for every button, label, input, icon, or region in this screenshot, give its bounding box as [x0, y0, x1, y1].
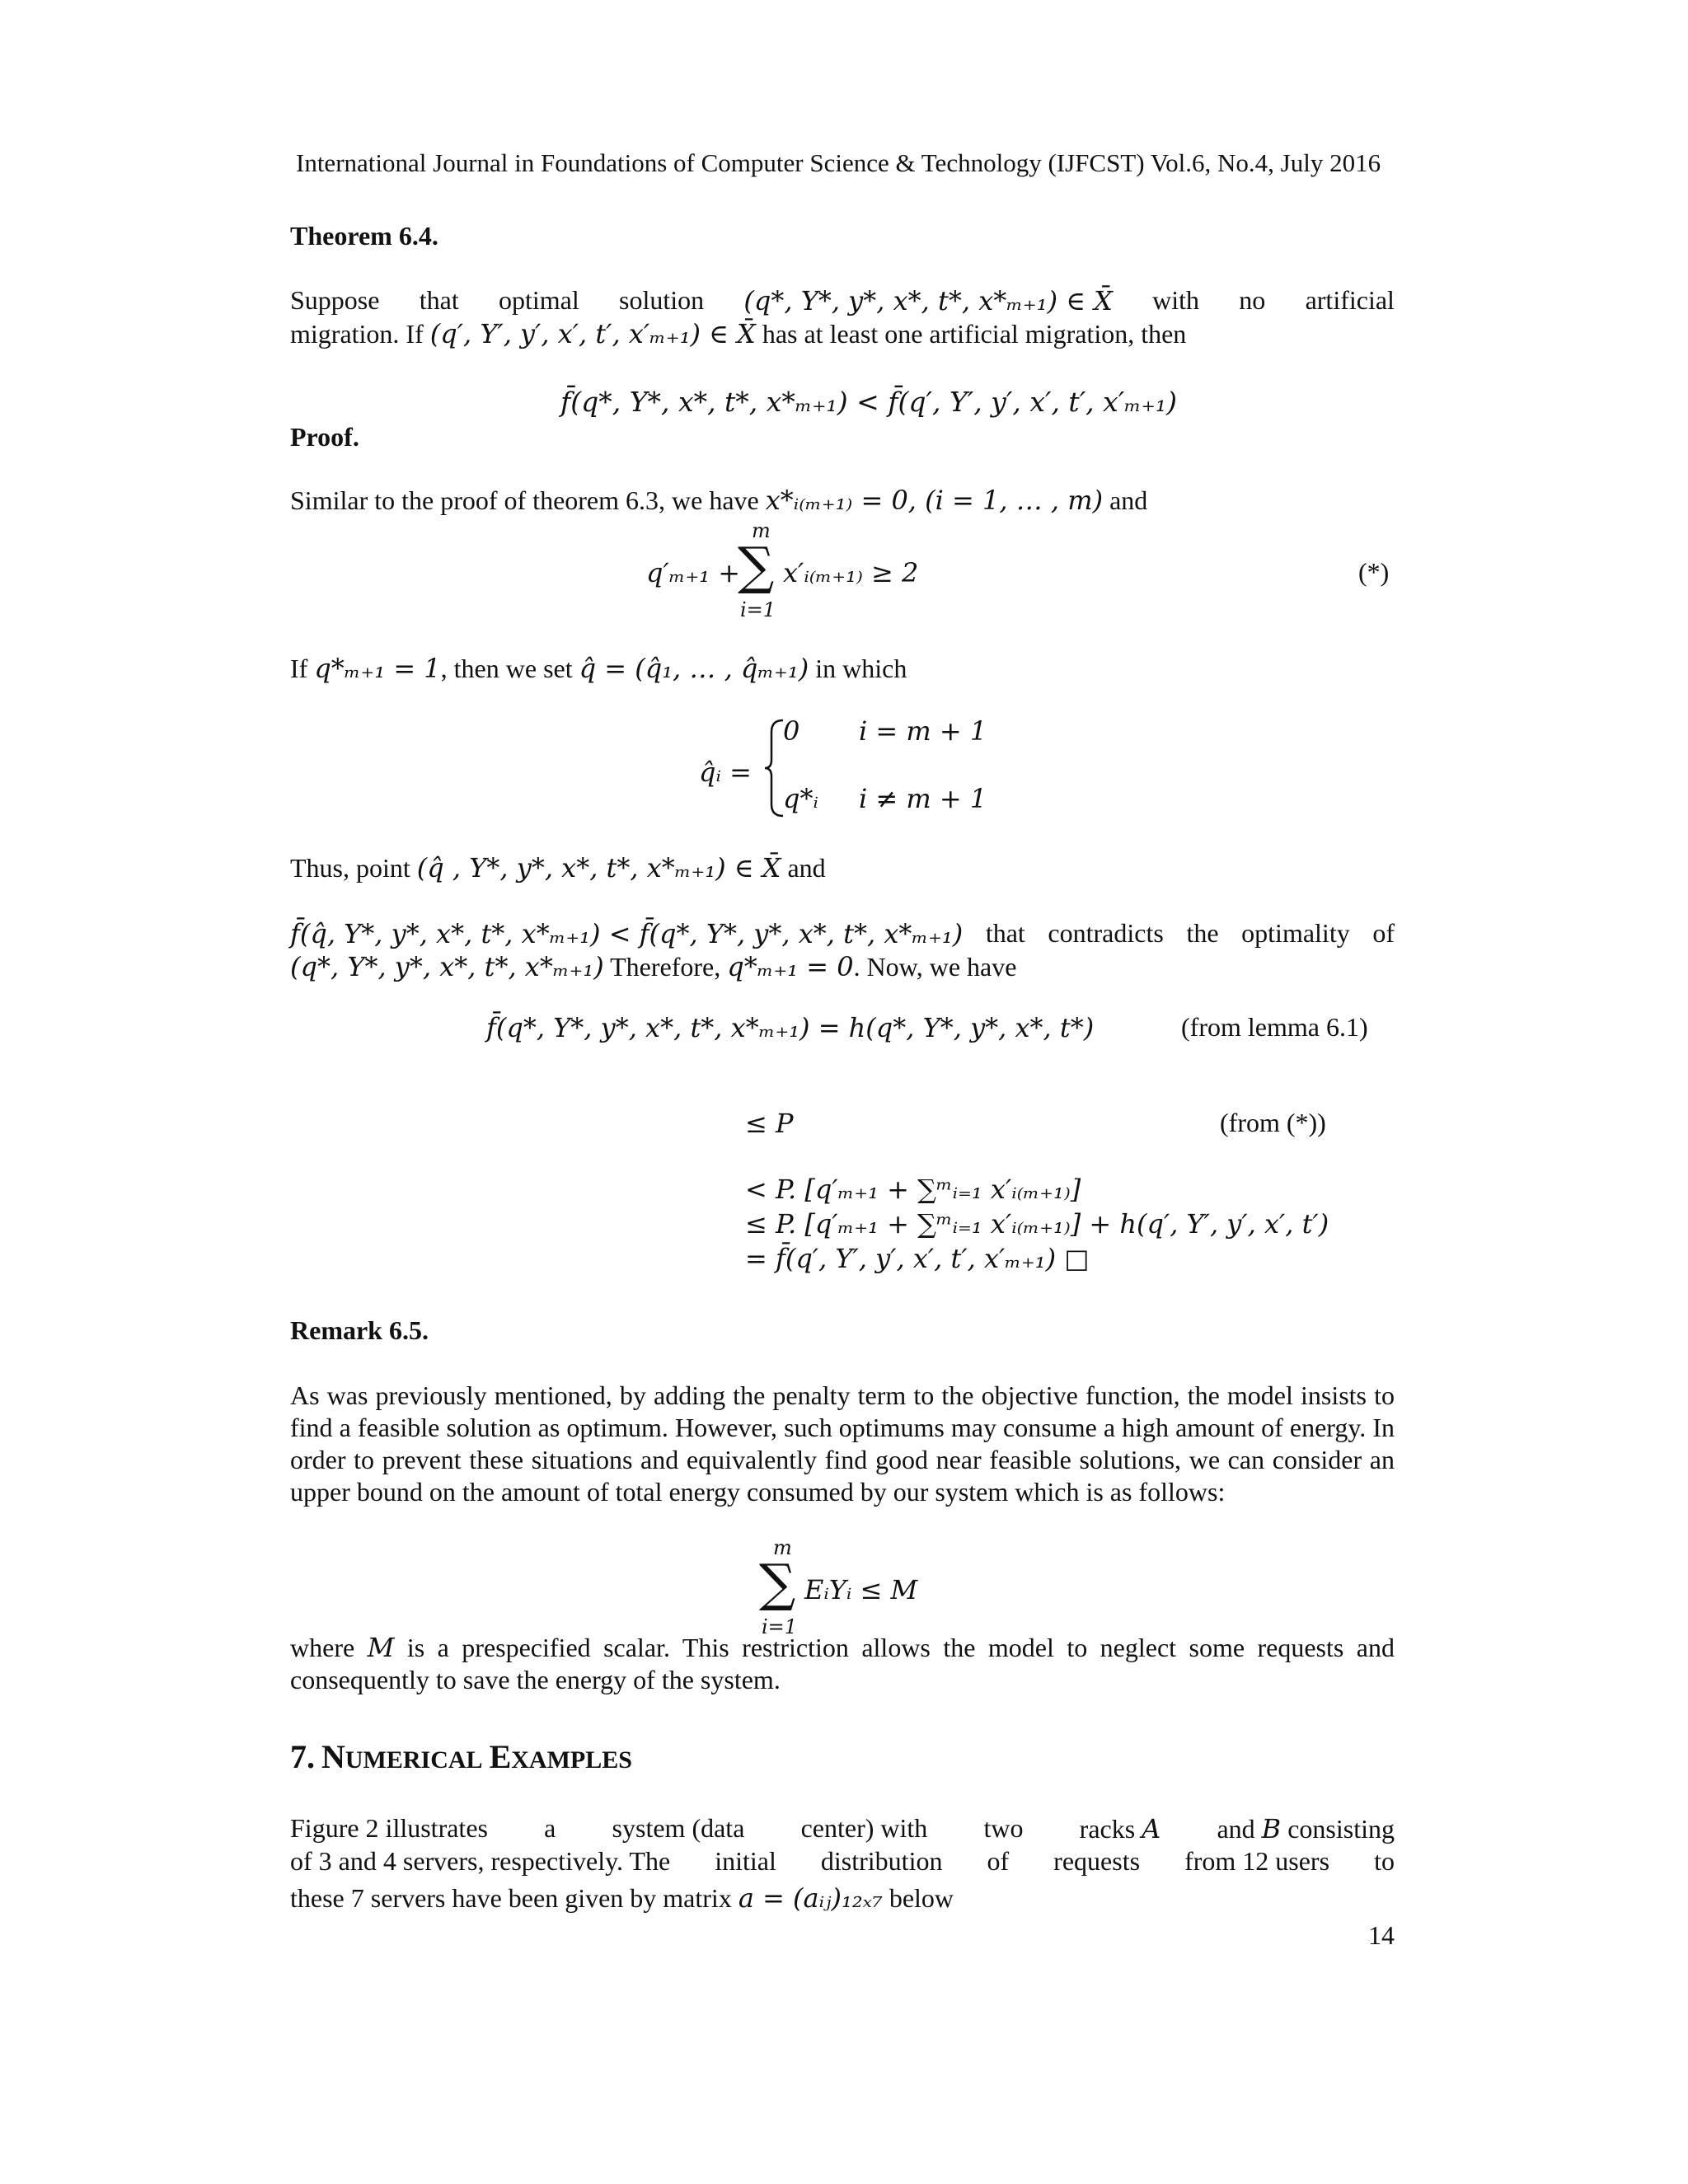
- math-A: A: [1142, 1813, 1161, 1844]
- text: Therefore,: [610, 952, 721, 982]
- word: racks: [1079, 1814, 1136, 1844]
- chain-step-5: = f̄(q′, Y′, y′, x′, t′, x′ₘ₊₁) □: [745, 1243, 1090, 1274]
- word: two: [983, 1813, 1024, 1843]
- text: Thus, point: [290, 853, 410, 883]
- proof-line-1: [290, 485, 1147, 516]
- word: optimality: [1241, 918, 1350, 948]
- word: that: [419, 285, 459, 315]
- word: artificial: [1305, 285, 1395, 315]
- math-q-star-zero: q*ₘ₊₁ = 0: [727, 951, 854, 982]
- and-group: [1217, 1813, 1395, 1844]
- chain-step-4: ≤ P. [q′ₘ₊₁ + ∑ᵐᵢ₌₁ x′ᵢ₍ₘ₊₁₎] + h(q′, Y′, y′, x′, t′): [745, 1208, 1329, 1240]
- word: the: [1186, 918, 1219, 948]
- text: migration. If: [290, 319, 424, 349]
- text: N: [321, 1738, 345, 1775]
- word: Figure 2 illustrates: [290, 1813, 488, 1843]
- proof-title: Proof.: [290, 422, 359, 452]
- chain-step-1: f̄(q*, Y*, y*, x*, t*, x*ₘ₊₁) = h(q*, Y*, y*, x*, t*): [486, 1012, 1095, 1043]
- math-M: M: [367, 1632, 395, 1663]
- word: to: [1374, 1846, 1395, 1876]
- word: consisting: [1287, 1814, 1395, 1844]
- section-number: 7.: [290, 1738, 315, 1775]
- math-matrix-a: a = (aᵢⱼ)₁₂ₓ₇: [738, 1882, 883, 1914]
- remark-sum-body: EᵢYᵢ ≤ M: [804, 1574, 918, 1605]
- case-2-condition: i ≠ m + 1: [859, 783, 987, 814]
- word: solution: [619, 285, 705, 315]
- math-optimal-point: (q*, Y*, y*, x*, t*, x*ₘ₊₁): [290, 951, 604, 982]
- text: where: [290, 1633, 355, 1662]
- text: below: [889, 1883, 954, 1913]
- section-line-3: [290, 1882, 954, 1914]
- sum-bottom-index: i=1: [740, 598, 776, 621]
- math-point: (q̂ , Y*, y*, x*, t*, x*ₘ₊₁) ∈ X̄: [416, 852, 781, 883]
- remark-title: Remark 6.5.: [290, 1315, 429, 1345]
- word: and: [1217, 1814, 1255, 1844]
- math-inequality: f̄(q̂, Y*, y*, x*, t*, x*ₘ₊₁) < f̄(q*, Y*, y*, x*, t*, x*ₘ₊₁): [290, 918, 964, 949]
- sum-symbol: ∑: [738, 536, 775, 596]
- case-lhs: q̂ᵢ =: [699, 757, 752, 788]
- chain-note-star: (from (*)): [1220, 1108, 1326, 1137]
- word: center) with: [800, 1813, 928, 1843]
- section-line-1: [290, 1813, 1395, 1844]
- section-heading: [290, 1737, 632, 1776]
- word: initial: [715, 1846, 776, 1876]
- section-line-2: [290, 1846, 1395, 1877]
- chain-note-lemma: (from lemma 6.1): [1181, 1012, 1368, 1042]
- text: and: [787, 853, 826, 883]
- word: Suppose: [290, 285, 380, 315]
- case-1-condition: i = m + 1: [859, 715, 987, 747]
- text: these 7 servers have been given by matrix: [290, 1883, 732, 1913]
- text: XAMPLES: [511, 1746, 632, 1774]
- math-q-star-one: q*ₘ₊₁ = 1: [314, 653, 441, 684]
- math-optimal-solution: (q*, Y*, y*, x*, t*, x*ₘ₊₁) ∈ X̄: [743, 285, 1113, 316]
- remark-sum-top: m: [773, 1536, 792, 1559]
- word: distribution: [820, 1846, 943, 1876]
- text: is a prespecified scalar. This restriction allows the model to neglect some requests and consequently to save the energy of the system.: [290, 1633, 1395, 1694]
- word: contradicts: [1048, 918, 1164, 948]
- text: has at least one artificial migration, then: [762, 319, 1187, 349]
- word: that: [985, 918, 1025, 948]
- eq-star-right: x′ᵢ₍ₘ₊₁₎ ≥ 2: [783, 557, 919, 588]
- word: from 12 users: [1184, 1846, 1330, 1876]
- text: and: [1109, 485, 1148, 515]
- chain-step-3: < P. [q′ₘ₊₁ + ∑ᵐᵢ₌₁ x′ᵢ₍ₘ₊₁₎]: [745, 1174, 1081, 1205]
- sum-top-m: m: [752, 519, 771, 542]
- word: of: [987, 1846, 1010, 1876]
- eq-star-left: q′ₘ₊₁ +: [646, 557, 741, 588]
- remark-sum-bottom: i=1: [762, 1615, 798, 1638]
- if-line: [290, 653, 907, 684]
- theorem-title: Theorem 6.4.: [290, 221, 438, 251]
- word: system (data: [612, 1813, 745, 1843]
- word: optimal: [498, 285, 579, 315]
- remark-body: As was previously mentioned, by adding the penalty term to the objective function, the model insists to find a feasible solution as optimum. However, such optimums may consume a high amount of energy. In order to prevent these situations and equivalently find good near feasible solutions, we can consider an upper bound on the amount of total energy consumed by our system which is as follows:: [290, 1380, 1395, 1507]
- math-B: B: [1261, 1813, 1282, 1844]
- remark-after: [290, 1632, 1395, 1696]
- text: , then we set: [440, 654, 573, 683]
- word: of: [1372, 918, 1395, 948]
- theorem-line-2: [290, 318, 1186, 349]
- text: Similar to the proof of theorem 6.3, we have: [290, 485, 759, 515]
- page-number: 14: [1368, 1920, 1395, 1950]
- math-x-star: x*ᵢ₍ₘ₊₁₎ = 0, (i = 1, … , m): [765, 485, 1104, 516]
- text: in which: [815, 654, 907, 683]
- word: of 3 and 4 servers, respectively. The: [290, 1846, 671, 1876]
- text: E: [489, 1738, 512, 1775]
- contradiction-line: [290, 918, 1395, 949]
- word: a: [544, 1813, 556, 1843]
- case-1-value: 0: [783, 715, 800, 747]
- thus-line: [290, 852, 826, 883]
- word: with: [1152, 285, 1200, 315]
- therefore-line: [290, 951, 1016, 982]
- equation-tag-star: (*): [1358, 557, 1390, 587]
- racks-group: [1080, 1813, 1161, 1844]
- case-2-value: q*ᵢ: [783, 783, 818, 814]
- word: requests: [1053, 1846, 1141, 1876]
- text: UMERICAL: [345, 1746, 483, 1774]
- text: If: [290, 654, 308, 683]
- text: . Now, we have: [853, 952, 1017, 982]
- chain-step-2: ≤ P: [745, 1108, 794, 1139]
- theorem-display-equation: f̄(q*, Y*, x*, t*, x*ₘ₊₁) < f̄(q′, Y′, y′, x′, t′, x′ₘ₊₁): [560, 386, 1178, 418]
- running-head: International Journal in Foundations of Computer Science & Technology (IJFCST) Vol.6, No.4, July 2016: [296, 148, 1381, 177]
- math-q-hat: q̂ = (q̂₁, … , q̂ₘ₊₁): [579, 653, 809, 684]
- word: no: [1239, 285, 1266, 315]
- theorem-line-1: [290, 285, 1395, 316]
- remark-sum-symbol: ∑: [759, 1553, 796, 1613]
- math-solution-prime: (q′, Y′, y′, x′, t′, x′ₘ₊₁) ∈ X̄: [429, 318, 756, 349]
